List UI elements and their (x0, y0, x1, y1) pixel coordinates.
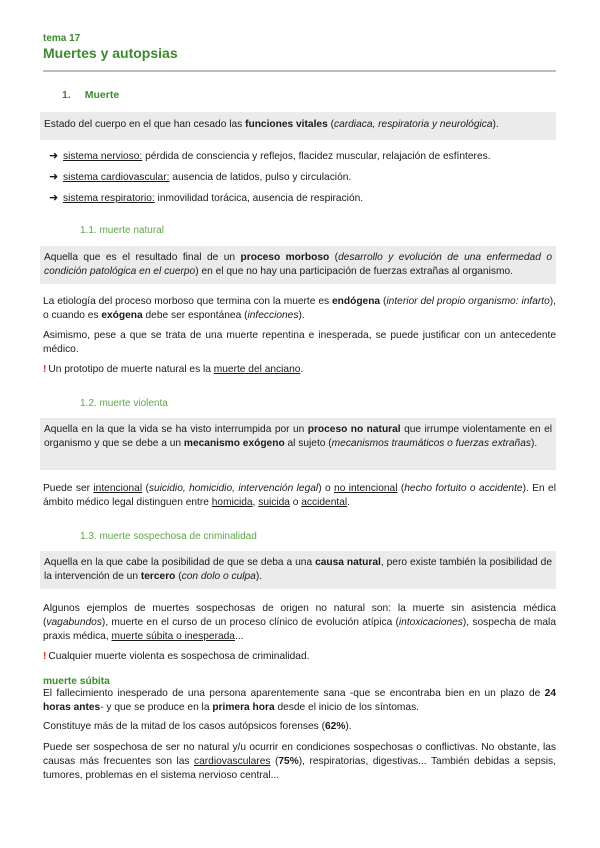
subsection-heading-sospechosa: 1.3. muerte sospechosa de criminalidad (80, 531, 257, 542)
subsection-heading-natural: 1.1. muerte natural (80, 225, 164, 236)
subsection-heading-violenta: 1.2. muerte violenta (80, 398, 168, 409)
muerte-subita-heading: muerte súbita (43, 676, 110, 687)
page-title: Muertes y autopsias (43, 45, 178, 61)
section-heading-muerte: 1. Muerte (62, 89, 120, 101)
topic-label: tema 17 (43, 33, 81, 44)
definition-box: Estado del cuerpo en el que han cesado las funciones vitales (cardiaca, respiratoria y neurológica). (40, 112, 556, 140)
bullet-cardiovascular: ➜ sistema cardiovascular: ausencia de latidos, pulso y circulación. (49, 171, 352, 183)
arrow-right-icon: ➜ (49, 192, 59, 204)
warning-icon: ! (43, 364, 47, 375)
natural-etiology-paragraph: La etiología del proceso morboso que termina con la muerte es endógena (interior del propio organismo: infarto), o cuando es exógena debe ser espontánea (infecciones). (43, 296, 556, 321)
natural-note: ! Un prototipo de muerte natural es la muerte del anciano. (43, 364, 304, 375)
bullet-nervioso: ➜ sistema nervioso: pérdida de consciencia y reflejos, flacidez muscular, relajación de esfínteres. (49, 150, 491, 162)
sospechosa-definition-box: Aquella en la que cabe la posibilidad de que se deba a una causa natural, pero existe también la posibilidad de la intervención de un tercero (con dolo o culpa). (40, 551, 556, 589)
header-divider (43, 70, 556, 72)
bullet-respiratorio: ➜ sistema respiratorio: inmovilidad torácica, ausencia de respiración. (49, 192, 364, 204)
warning-icon: ! (43, 651, 47, 662)
subita-causes-paragraph: Puede ser sospechosa de ser no natural y/u ocurrir en condiciones sospechosas o conflictivas. No obstante, las causas más frecuentes son las cardiovasculares (75%), respiratorias, digestivas... También debidas a sepsis, tumores, problemas en el sistema nervioso central... (43, 742, 556, 781)
sospechosa-note: ! Cualquier muerte violenta es sospechosa de criminalidad. (43, 651, 310, 662)
natural-definition-box: Aquella que es el resultado final de un proceso morboso (desarrollo y evolución de una enfermedad o condición patológica en el cuerpo) en el que no hay una participación de fuerzas extrañas al organismo. (40, 246, 556, 284)
arrow-right-icon: ➜ (49, 150, 59, 162)
subita-statistic-paragraph: Constituye más de la mitad de los casos autópsicos forenses (62%). (43, 721, 352, 732)
natural-justification-paragraph: Asimismo, pese a que se trata de una muerte repentina e inesperada, se puede justificar con un antecedente médico. (43, 330, 556, 355)
sospechosa-examples-paragraph: Algunos ejemplos de muertes sospechosas de origen no natural son: la muerte sin asistencia médica (vagabundos), muerte en el curso de un proceso clínico de evolución atípica (intoxicaciones), sospecha de mala praxis médica, muerte súbita o inesperada... (43, 603, 556, 642)
arrow-right-icon: ➜ (49, 171, 59, 183)
violenta-definition-box: Aquella en la que la vida se ha visto interrumpida por un proceso no natural que irrumpe violentamente en el organismo y que se debe a un mecanismo exógeno al sujeto (mecanismos traumáticos o fuerzas extrañas). (40, 418, 556, 470)
violenta-paragraph: Puede ser intencional (suicidio, homicidio, intervención legal) o no intencional (hecho fortuito o accidente). En el ámbito médico legal distinguen entre homicida, suicida o accidental. (43, 483, 556, 508)
subita-definition-paragraph: El fallecimiento inesperado de una persona aparentemente sana -que se encontraba bien en un plazo de 24 horas antes- y que se produce en la primera hora desde el inicio de los síntomas. (43, 688, 556, 713)
